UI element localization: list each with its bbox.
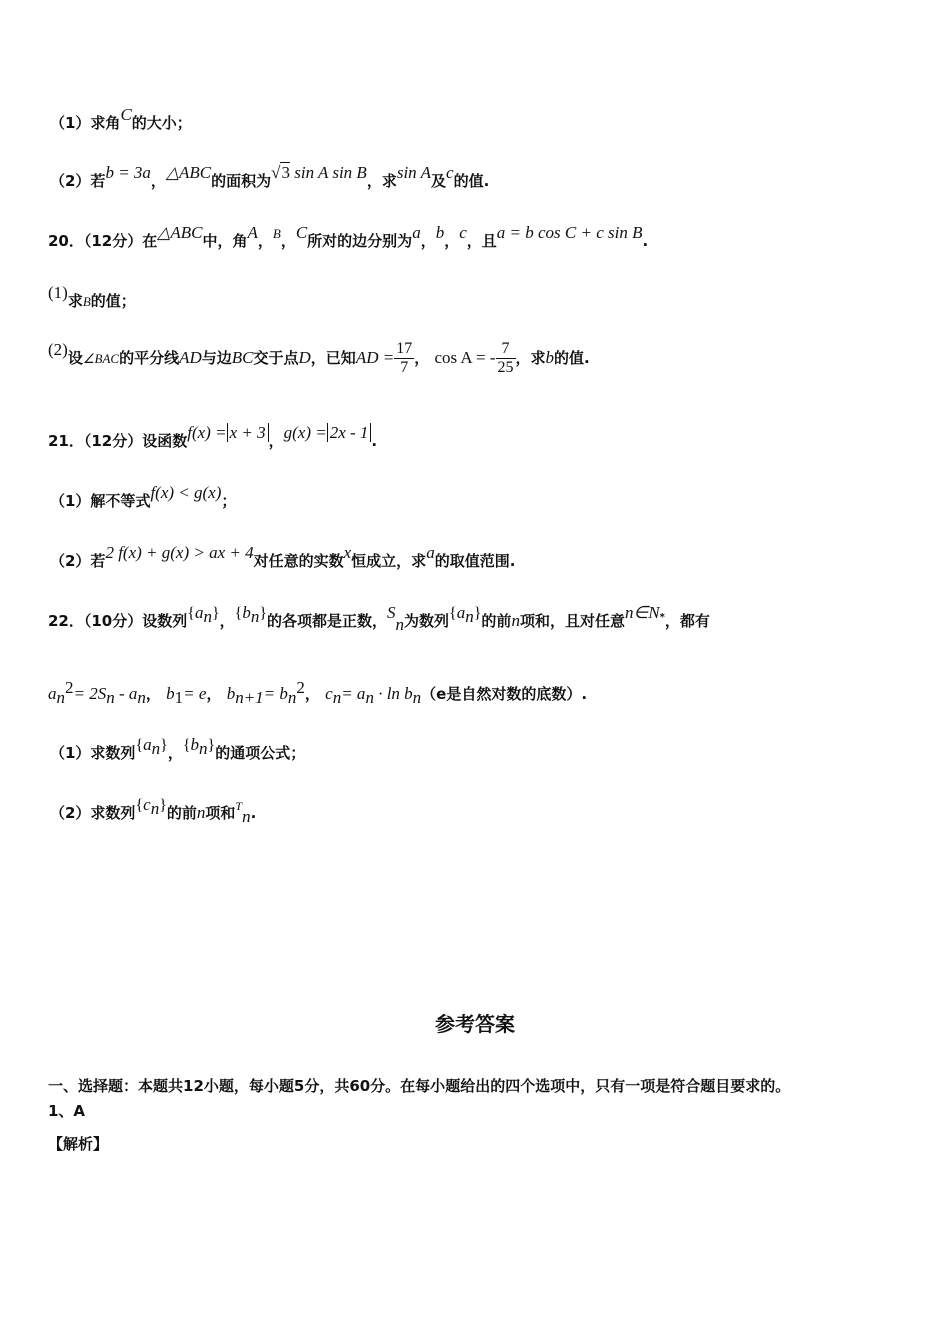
ad-fraction: $\frac{17}{7}$ — [396, 340, 413, 376]
q20-stem: 20．（12分）在△ABC中，角A，B，C所对的边分别为a，b，c，且a = b cos C + c sin B. — [48, 223, 649, 250]
answer-item-1: 1、A — [48, 1102, 86, 1120]
q22-stem: 22．（10分）设数列$\{a_n\}$，$\{b_n\}$的各项都是正数，$S_n$为数列$\{a_n\}$的前n项和，且对任意n∈N*，都有 — [48, 603, 710, 634]
q21-part1: （1）解不等式f(x) < g(x)； — [50, 483, 237, 510]
answers-section-heading: 一、选择题：本题共12小题，每小题5分，共60分。在每小题给出的四个选项中，只有一项是符合题目要求的。 — [48, 1077, 791, 1095]
analysis-label: 【解析】 — [48, 1135, 109, 1153]
q21-stem: 21．（12分）设函数f(x) = x + 3 ，g(x) = 2x - 1 . — [48, 423, 378, 450]
q22-equations: $a_n^2= 2S_n - a_n$， $b_1= e$， $b_{n+1}= b_n^2$， $c_n= a_n \cdot \ln b_n(e$是自然对数的底数）. — [48, 678, 588, 707]
q19-part2: （2）若b = 3a，△ABC的面积为√3 sin A sin B，求sin A及c的值. — [50, 163, 490, 190]
q22-part1: （1）求数列$\{a_n\}$，$\{b_n\}$的通项公式； — [50, 735, 306, 762]
answers-title: 参考答案 — [435, 1012, 515, 1036]
q20-part1: (1)求B的值； — [48, 283, 136, 310]
cos-fraction: $\frac{7}{25}$ — [497, 340, 514, 376]
q19-part1: （1）求角C的大小； — [50, 105, 192, 132]
q22-part2: （2）求数列$\{c_n\}$的前n项和$^T_n$. — [50, 795, 257, 826]
q21-part2: （2）若2 f(x) + g(x) > ax + 4对任意的实数x恒成立，求a的取值范围. — [50, 543, 516, 570]
q20-part2: (2)设∠BAC的平分线AD与边BC交于点D，已知AD = $\frac{17}{7}$ ， cos A = - $\frac{7}{25}$ ，求b的值. — [48, 340, 590, 376]
